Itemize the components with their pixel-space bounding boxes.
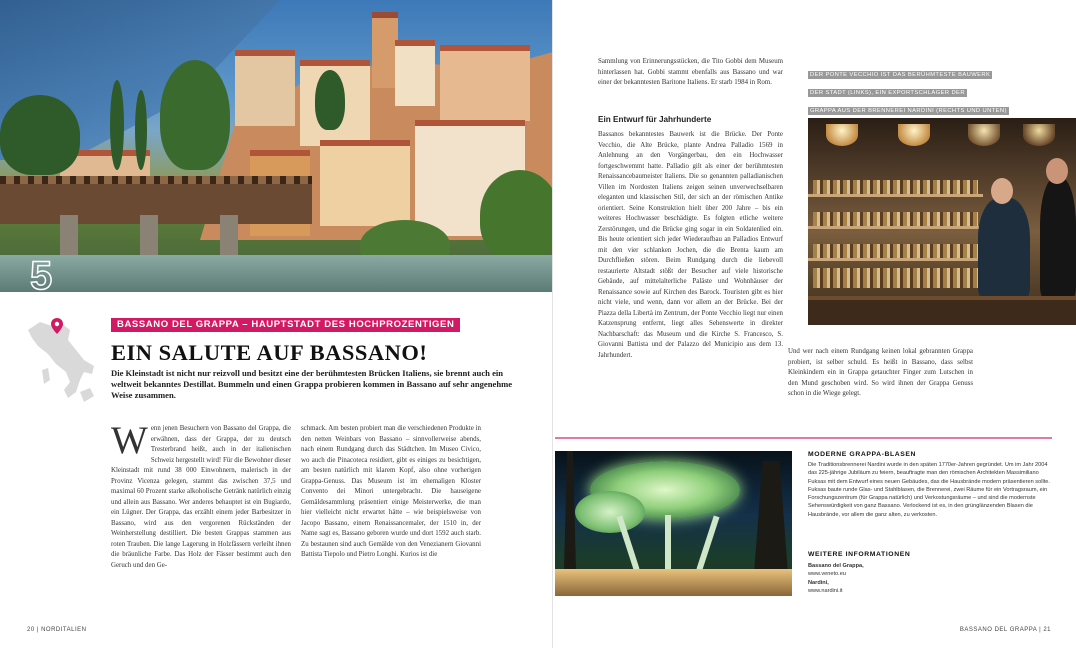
caption-line: GRAPPA AUS DER BRENNEREI NARDINI (RECHTS UND UNTEN) <box>810 108 1007 114</box>
more-info-link[interactable]: www.nardini.it <box>808 587 843 594</box>
more-info-title: WEITERE INFORMATIONEN <box>808 551 911 558</box>
article-headline: EIN SALUTE AUF BASSANO! <box>111 340 428 365</box>
right-page <box>553 0 1076 648</box>
folio-left: 20 | NORDITALIEN <box>27 627 87 633</box>
location-pin-icon <box>51 318 63 334</box>
right-text-top: Sammlung von Erinnerungsstücken, die Tito Gobbi dem Museum hinterlassen hat. Gobbi stammt ebenfalls aus Bassano und war einer der bekanntesten Baritone Italiens. Er starb 1984 in Rom. <box>598 58 783 86</box>
section-number: 5 <box>30 254 53 292</box>
article-lead: Die Kleinstadt ist nicht nur reizvoll und besitzt eine der berühmtesten Brücken Italiens, sie brennt auch ein weltweit bekanntes Destillat. Bummeln und einen Grappa probieren kommen in Bassano auf sehr angenehme Weise zusammen. <box>111 368 513 401</box>
more-info-place: Bassano del Grappa, <box>808 563 864 569</box>
caption-line: DER PONTE VECCHIO IST DAS BERÜHMTESTE BAUWERK <box>810 72 991 78</box>
info-box-text: Die Traditionsbrennerei Nardini wurde in den späten 1770er-Jahren gegründet. Um im Jahr 2004 das 225-jährige Jubiläum zu feiern, beauftragte man den römischen Architekten Massimiliano Fuksas mit dem Entwurf eines neuen Gebäudes, das die Hausbrände modern präsentieren sollte. Fuksas baute runde Glas- und Stahlblasen, die Brennerei, zwei Räume für ein Vortragsraum, ein Forschungszentrum (für Grappa natürlich) und Verkostungsräume – und sind die modernste Sehenswürdigkeit von ganz Bassano. Verlockend ist es, in den grünglänzenden Blasen die Hausbrände, vor allem die ganz alten, zu verkosten. <box>808 462 1050 518</box>
section-divider <box>555 437 1052 439</box>
more-info-list <box>808 562 1008 595</box>
nardini-bubbles-photo <box>555 451 792 596</box>
grappa-bar-photo <box>808 118 1076 325</box>
caption-line: DER STADT (LINKS), EIN EXPORTSCHLAGER DER <box>810 90 965 96</box>
folio-right: BASSANO DEL GRAPPA | 21 <box>959 627 1051 633</box>
more-info-place: Nardini, <box>808 579 829 586</box>
body-column-2: schmack. Am besten probiert man die verschiedenen Produkte in den netten Weinbars von Bassano – sinnvollerweise abends, nach einem Rundgang durch das Städtchen. Im Museo Civico, wo auch die Pinacoteca residiert, gibt es einiges zu besichtigen, am besten natürlich mit klarem Kopf, also ohne vorherigen Grappa-Genuss. Das Museum ist im ehemaligen Kloster Convento dei Minori untergebracht. Die hauseigene Gemäldesammlung präsentiert einige Meisterwerke, die man hier vielleicht nicht erwartet hätte – wie beispielsweise von Jacopo Bassano, einem Renaissancemaler, der 1510 in, der Name sagt es, Bassano geboren wurde und dort 1592 auch starb. Zu bestaunen sind auch Gemälde von den Venezianern Giovanni Battista Tiepolo und Pietro Longhi. Kurios ist die <box>301 425 481 558</box>
right-body-column-2: Und wer nach einem Rundgang keinen lokal gebrannten Grappa probiert, ist selber schuld. Es heißt in Bassano, dass selbst Kleinkindern ein in Grappa getauchter Finger zum Lutschen in den Mund geschoben wird. So wird ihnen der Grappa Genuss schon in die Wiege gelegt. <box>788 348 973 397</box>
right-body-column-1: Bassanos bekanntestes Bauwerk ist die Brücke. Der Ponte Vecchio, die Alte Brücke, plante Andrea Palladio 1569 in Anlehnung an den Vorgängerbau, den ein Hochwasser fortgeschwemmt hatte. Palladio gilt als einer der berühmtesten Renaissancebaumeister Italiens. Die so genannten palladianischen Villen im Nordosten Italiens zeigen seinen unverwechselbaren eleganten und klassischen Stil, der sich an der römischen Antike orientiert. Seine Konstruktion hielt über 200 Jahre – bis ein weiteres Hochwasser beschädigte. Es folgten etliche weitere Zerstörungen, und die Brücke ging sogar in ein Soldatenlied ein. Bis heute orientiert sich jeder Wiederaufbau an Palladios Entwurf mit den vier schlanken Jochen, die die Brenta kaum am Durchfließen stören. Beim Rundgang durch die liebevoll restaurierte Altstadt stößt der Besucher auf viele historische Gebäude, auf mittelalterliche Paläste und Wohnhäuser der Renaissance sowie auf Kirchen des Barock. Touristen gibt es hier nicht viele, und wenn, dann vor allem an der Brücke. Bei der Piazza della Libertà im Zentrum, der Ponte Vecchio liegt nur einen Katzensprung entfernt, liegt alles Sehenswerte in direkter Nachbarschaft: das Museum und die Kirche S. Francesco, S. Giovanni Battista und der Palazzo del Municipio aus dem 13. Jahrhundert. <box>598 131 783 359</box>
body-text-1: enn jenen Besuchern von Bassano del Grappa, die erwähnen, dass der Grappa, der zu deutsch Tresterbrand heißt, auch in der italienischen Schweiz hergestellt wird! Für die Bewohner dieser Kleinstadt mit rund 38 000 Einwohnern, malerisch in der Provinz Vicenza gelegen, stammt das zwischen 37,5 und maximal 60 Prozent starke alkoholische Getränk natürlich einzig und allein aus Bassano. Wer anderes behauptet ist ein Bugiardo, ein Lügner. Der Grappa, das erzählt einem jeder Barbesitzer in Bassano, wird aus den vergorenen Rückständen der Weinherstellung destilliert. Die besten Grappas stammen aus roten Trauben. Die lange Lagerung in Holzfässern verleiht ihnen die bräunliche Farbe. Das Holz der Fässer bestimmt auch den Geruch und den Ge- <box>111 425 291 569</box>
body-column-1 <box>111 419 291 571</box>
photo-caption <box>808 63 1008 117</box>
section-subhead: Ein Entwurf für Jahrhunderte <box>598 115 712 124</box>
info-box-title: MODERNE GRAPPA-BLASEN <box>808 451 917 458</box>
drop-cap: W <box>111 419 148 462</box>
bassano-bridge-photo <box>0 0 553 292</box>
article-kicker: BASSANO DEL GRAPPA – HAUPTSTADT DES HOCHPROZENTIGEN <box>111 318 460 332</box>
more-info-link[interactable]: www.veneto.eu <box>808 571 846 578</box>
